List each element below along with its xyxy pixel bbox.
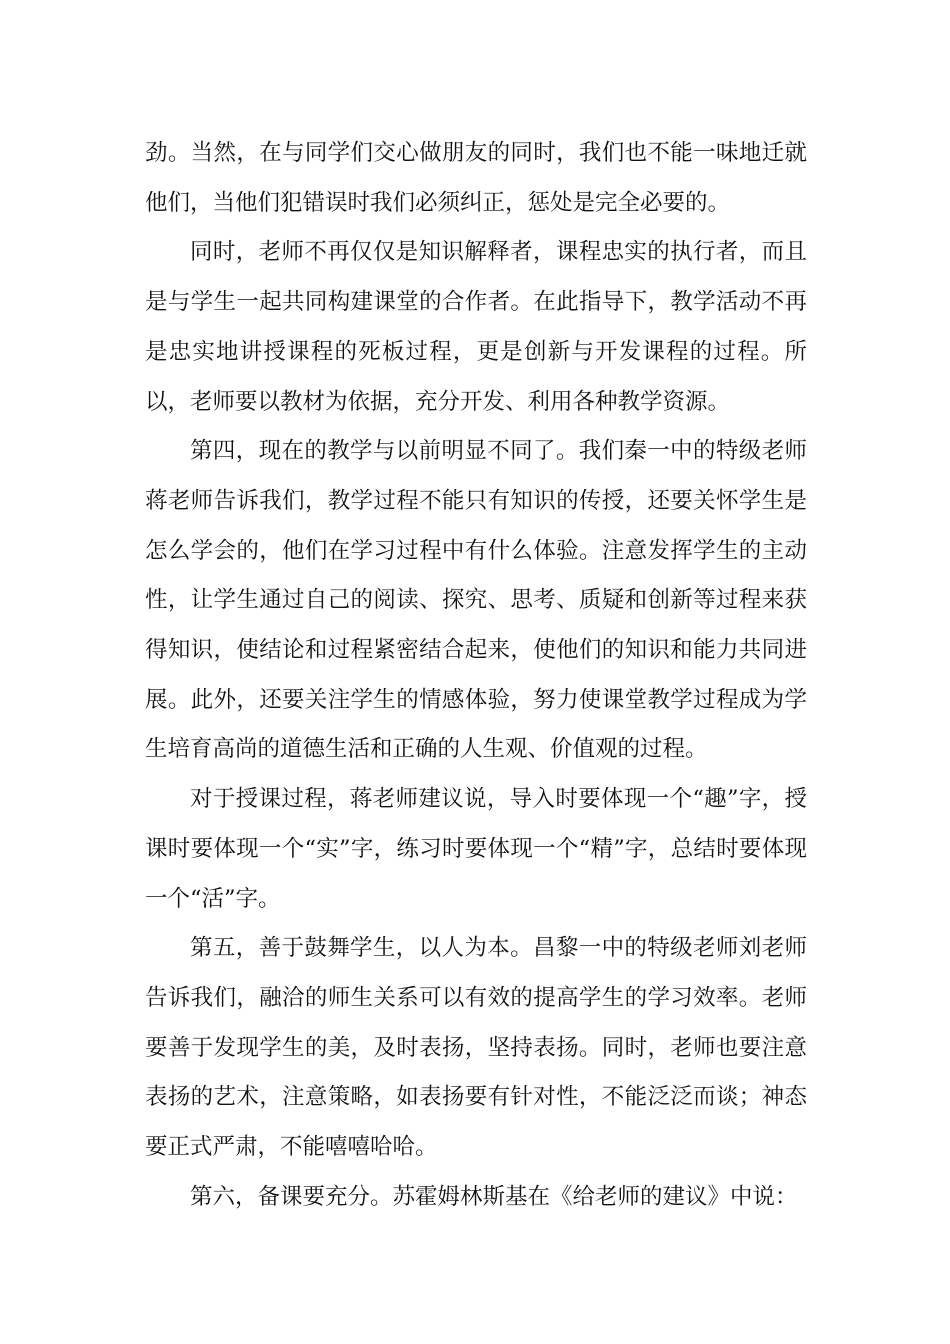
paragraph-teacher-role: 同时，老师不再仅仅是知识解释者，课程忠实的执行者，而且是与学生一起共同构建课堂的合作者。在此指导下，教学活动不再是忠实地讲授课程的死板过程，更是创新与开发课程的过程。所以，老师要以教材为依据，充分开发、利用各种教学资源。: [145, 239, 807, 415]
paragraph-continued: 劲。当然，在与同学们交心做朋友的同时，我们也不能一味地迁就他们，当他们犯错误时我们必须纠正，惩处是完全必要的。: [145, 140, 807, 216]
document-body: [145, 129, 807, 1222]
paragraph-point-five: 第五，善于鼓舞学生，以人为本。昌黎一中的特级老师刘老师告诉我们，融洽的师生关系可以有效的提高学生的学习效率。老师要善于发现学生的美，及时表扬，坚持表扬。同时，老师也要注意表扬的艺术，注意策略，如表扬要有针对性，不能泛泛而谈；神态要正式严肃，不能嘻嘻哈哈。: [145, 935, 807, 1161]
paragraph-point-four: 第四，现在的教学与以前明显不同了。我们秦一中的特级老师蒋老师告诉我们，教学过程不能只有知识的传授，还要关怀学生是怎么学会的，他们在学习过程中有什么体验。注意发挥学生的主动性，让学生通过自己的阅读、探究、思考、质疑和创新等过程来获得知识，使结论和过程紧密结合起来，使他们的知识和能力共同进展。此外，还要关注学生的情感体验，努力使课堂教学过程成为学生培育高尚的道德生活和正确的人生观、价值观的过程。: [145, 438, 807, 763]
paragraph-teaching-process: 对于授课过程，蒋老师建议说，导入时要体现一个“趣”字，授课时要体现一个“实”字，练习时要体现一个“精”字，总结时要体现一个“活”字。: [145, 786, 807, 912]
paragraph-point-six: 第六，备课要充分。苏霍姆林斯基在《给老师的建议》中说：: [190, 1183, 798, 1210]
